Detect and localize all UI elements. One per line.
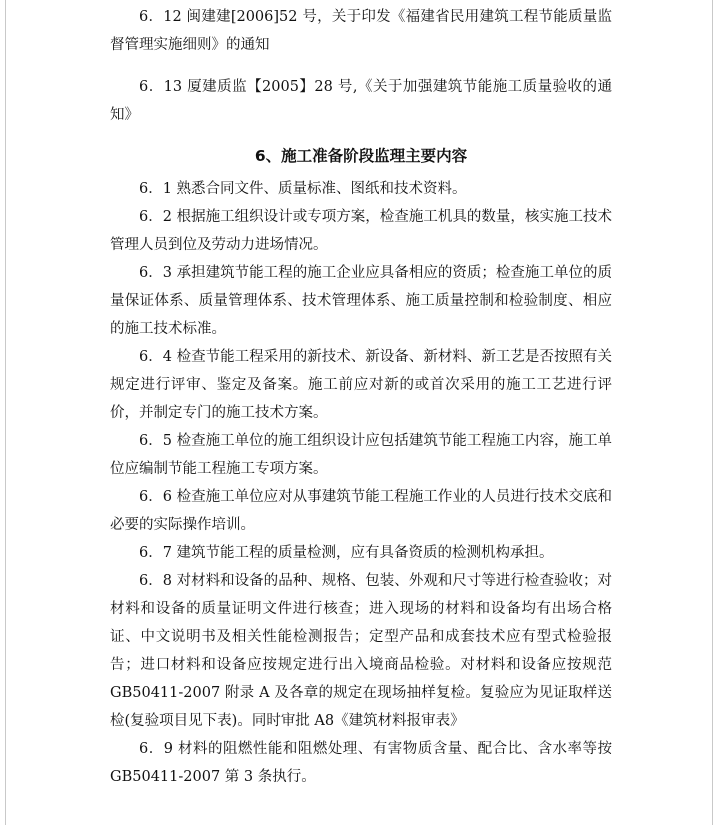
list-item: 6．6 检查施工单位应对从事建筑节能工程施工作业的人员进行技术交底和必要的实际操作培训。 bbox=[110, 489, 612, 533]
list-item: 6．5 检查施工单位的施工组织设计应包括建筑节能工程施工内容，施工单位应编制节能工程施工专项方案。 bbox=[110, 433, 612, 477]
list-item: 6．4 检查节能工程采用的新技术、新设备、新材料、新工艺是否按照有关规定进行评审、鉴定及备案。施工前应对新的或首次采用的施工工艺进行评价，并制定专门的施工技术方案。 bbox=[110, 349, 612, 421]
list-item: 6．7 建筑节能工程的质量检测，应有具备资质的检测机构承担。 bbox=[139, 545, 554, 561]
list-item: 6．2 根据施工组织设计或专项方案，检查施工机具的数量，核实施工技术管理人员到位及劳动力进场情况。 bbox=[110, 209, 612, 253]
document-body bbox=[110, 3, 612, 791]
list-item: 6．8 对材料和设备的品种、规格、包装、外观和尺寸等进行检查验收；对材料和设备的质量证明文件进行核查；进入现场的材料和设备均有出场合格证、中文说明书及相关性能检测报告；定型产品和成套技术应有型式检验报告；进口材料和设备应按规定进行出入境商品检验。对材料和设备应按规范GB50411-2007 附录 A 及各章的规定在现场抽样复检。复验应为见证取样送检(复验项目见下表)。同时审批 A8《建筑材料报审表》 bbox=[110, 573, 612, 729]
list-item: 6．9 材料的阻燃性能和阻燃处理、有害物质含量、配合比、含水率等按GB50411-2007 第 3 条执行。 bbox=[110, 741, 612, 785]
section-heading: 6、施工准备阶段监理主要内容 bbox=[254, 147, 468, 165]
list-item: 6．3 承担建筑节能工程的施工企业应具备相应的资质；检查施工单位的质量保证体系、质量管理体系、技术管理体系、施工质量控制和检验制度、相应的施工技术标准。 bbox=[110, 265, 612, 337]
reference-item: 6．12 闽建建[2006]52 号，关于印发《福建省民用建筑工程节能质量监督管理实施细则》的通知 bbox=[110, 9, 612, 53]
list-item: 6．1 熟悉合同文件、质量标准、图纸和技术资料。 bbox=[139, 181, 467, 197]
spacer bbox=[110, 59, 612, 73]
reference-item: 6．13 厦建质监【2005】28 号,《关于加强建筑节能施工质量验收的通知》 bbox=[110, 79, 612, 123]
page-left-border bbox=[5, 0, 6, 825]
page-right-border bbox=[712, 0, 713, 825]
